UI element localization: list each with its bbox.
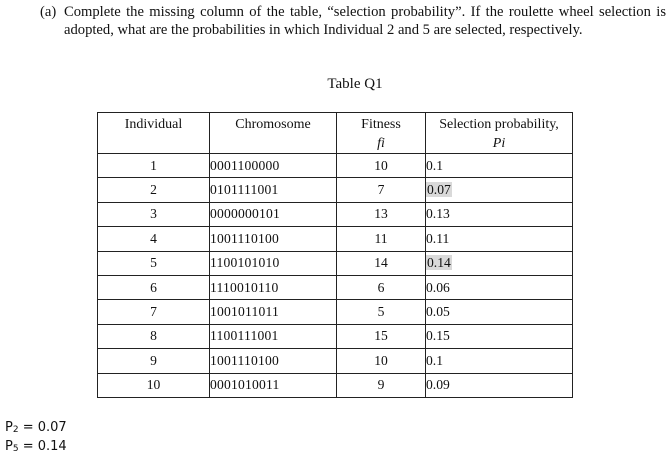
header-individual: Individual (98, 113, 210, 154)
cell-individual (98, 373, 210, 397)
cell-selection-probability (426, 251, 573, 275)
cell-fitness (337, 373, 426, 397)
cell-chromosome (210, 178, 337, 202)
cell-chromosome-value: 1100111001 (210, 328, 278, 343)
cell-chromosome-value: 1001011011 (210, 304, 279, 319)
table-header-row (98, 113, 573, 154)
cell-individual-value: 3 (150, 206, 157, 221)
header-selection-label: Selection probability, (439, 117, 559, 132)
cell-chromosome-value: 0000000101 (210, 206, 280, 221)
cell-selection-probability-value: 0.1 (426, 158, 443, 173)
cell-fitness-value: 10 (374, 158, 388, 173)
cell-individual (98, 349, 210, 373)
cell-selection-probability (426, 349, 573, 373)
cell-chromosome (210, 275, 337, 299)
cell-individual-value: 10 (147, 377, 161, 392)
cell-selection-probability-value: 0.14 (426, 255, 452, 270)
cell-chromosome (210, 154, 337, 178)
cell-chromosome-value: 1110010110 (210, 280, 278, 295)
table-row (98, 349, 573, 373)
cell-chromosome (210, 349, 337, 373)
question-text: Complete the missing column of the table, “selection probability”. If the roulette wheel selection is adopted, what are the probabilities in which Individual 2 and 5 are selected, respectively. (64, 3, 666, 39)
cell-chromosome (210, 227, 337, 251)
cell-selection-probability (426, 373, 573, 397)
cell-selection-probability-value: 0.09 (426, 377, 450, 392)
cell-fitness-value: 11 (374, 231, 387, 246)
cell-individual-value: 9 (150, 353, 157, 368)
cell-individual (98, 324, 210, 348)
cell-chromosome (210, 324, 337, 348)
cell-selection-probability (426, 275, 573, 299)
cell-individual-value: 6 (150, 280, 157, 295)
cell-selection-probability (426, 324, 573, 348)
header-fitness-label: Fitness (361, 117, 401, 132)
cell-selection-probability (426, 202, 573, 226)
table-body (98, 154, 573, 398)
cell-individual-value: 2 (150, 182, 157, 197)
answer-p5: $P_5 = 0.14$ (5, 439, 67, 457)
cell-chromosome (210, 373, 337, 397)
cell-individual-value: 4 (150, 231, 157, 246)
cell-individual-value: 5 (150, 255, 157, 270)
cell-fitness (337, 251, 426, 275)
cell-fitness (337, 300, 426, 324)
cell-individual (98, 154, 210, 178)
table-row (98, 202, 573, 226)
table-row (98, 251, 573, 275)
table-row (98, 227, 573, 251)
cell-fitness-value: 9 (378, 377, 385, 392)
cell-selection-probability (426, 154, 573, 178)
cell-selection-probability (426, 178, 573, 202)
cell-chromosome (210, 251, 337, 275)
data-table (97, 112, 573, 398)
table-row (98, 275, 573, 299)
cell-fitness-value: 10 (374, 353, 388, 368)
cell-fitness-value: 5 (378, 304, 385, 319)
cell-fitness-value: 6 (378, 280, 385, 295)
cell-selection-probability-value: 0.15 (426, 328, 450, 343)
cell-individual-value: 8 (150, 328, 157, 343)
cell-fitness (337, 275, 426, 299)
table-row (98, 154, 573, 178)
cell-individual (98, 275, 210, 299)
header-selection-probability (426, 113, 573, 154)
cell-fitness (337, 202, 426, 226)
cell-selection-probability (426, 227, 573, 251)
cell-selection-probability-value: 0.11 (426, 231, 449, 246)
cell-chromosome (210, 202, 337, 226)
header-chromosome: Chromosome (210, 113, 337, 154)
cell-fitness (337, 349, 426, 373)
cell-fitness (337, 178, 426, 202)
answer-p2: $P_2 = 0.07$ (5, 420, 67, 439)
header-fitness (337, 113, 426, 154)
cell-selection-probability-value: 0.07 (426, 182, 452, 197)
table-row (98, 324, 573, 348)
cell-individual-value: 1 (150, 158, 157, 173)
cell-fitness-value: 13 (374, 206, 388, 221)
cell-selection-probability-value: 0.05 (426, 304, 450, 319)
answer (5, 420, 67, 457)
cell-selection-probability-value: 0.13 (426, 206, 450, 221)
cell-chromosome-value: 1100101010 (210, 255, 279, 270)
cell-chromosome (210, 300, 337, 324)
table-caption: Table Q1 (300, 76, 410, 93)
cell-chromosome-value: 0001010011 (210, 377, 279, 392)
cell-fitness (337, 324, 426, 348)
cell-fitness-value: 7 (378, 182, 385, 197)
cell-chromosome-value: 0001100000 (210, 158, 279, 173)
cell-chromosome-value: 0101111001 (210, 182, 278, 197)
table-row (98, 300, 573, 324)
table-row (98, 178, 573, 202)
question-marker: (a) (40, 3, 56, 21)
cell-selection-probability-value: 0.1 (426, 353, 443, 368)
cell-chromosome-value: 1001110100 (210, 231, 279, 246)
header-fitness-symbol: fi (337, 134, 425, 153)
cell-fitness-value: 15 (374, 328, 388, 343)
cell-fitness (337, 154, 426, 178)
table-row (98, 373, 573, 397)
cell-fitness-value: 14 (374, 255, 388, 270)
cell-chromosome-value: 1001110100 (210, 353, 279, 368)
header-selection-symbol: Pi (426, 134, 572, 153)
cell-individual (98, 178, 210, 202)
cell-individual (98, 227, 210, 251)
cell-individual (98, 300, 210, 324)
cell-individual (98, 251, 210, 275)
cell-selection-probability-value: 0.06 (426, 280, 450, 295)
cell-individual-value: 7 (150, 304, 157, 319)
cell-individual (98, 202, 210, 226)
cell-fitness (337, 227, 426, 251)
cell-selection-probability (426, 300, 573, 324)
